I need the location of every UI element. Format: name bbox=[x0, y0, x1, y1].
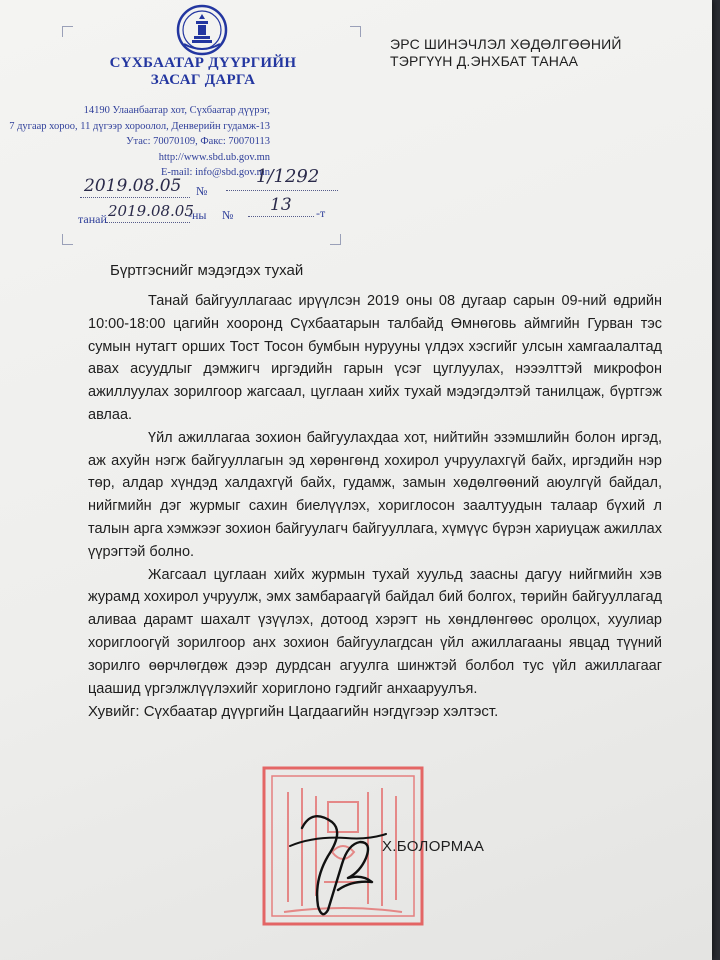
phone-fax: Утас: 70070109, Факс: 70070113 bbox=[126, 136, 270, 147]
date-underline bbox=[80, 197, 190, 198]
yours-number-suffix: -т bbox=[316, 206, 326, 220]
organization-title-line-2: ЗАСАГ ДАРГА bbox=[150, 72, 256, 88]
yours-label: танай bbox=[78, 212, 107, 226]
registration-corner-mark bbox=[62, 234, 73, 245]
state-emblem-icon bbox=[174, 4, 230, 56]
website: http://www.sbd.ub.gov.mn bbox=[158, 151, 270, 163]
number-underline bbox=[226, 190, 338, 191]
signer-name: Х.БОЛОРМАА bbox=[382, 838, 485, 855]
yours-date-suffix: -ны bbox=[188, 208, 207, 222]
addressee-line-1: ЭРС ШИНЭЧЛЭЛ ХӨДӨЛГӨӨНИЙ bbox=[390, 36, 622, 52]
registration-corner-mark bbox=[62, 26, 73, 37]
letter-subject: Бүртгэснийг мэдэгдэх тухай bbox=[110, 262, 304, 279]
registration-corner-mark bbox=[330, 234, 341, 245]
addressee-line-2: ТЭРГҮҮН Д.ЭНХБАТ ТАНАА bbox=[390, 53, 579, 69]
registration-corner-mark bbox=[350, 26, 361, 37]
number-label: № bbox=[196, 184, 208, 198]
your-letter-date: 2019.08.05 bbox=[108, 202, 194, 220]
your-number-underline bbox=[248, 216, 314, 217]
copy-to-line: Хувийг: Сүхбаатар дүүргийн Цагдаагийн нэгдүгээр хэлтэст. bbox=[88, 703, 499, 720]
organization-title bbox=[108, 55, 298, 89]
address-line: 7 дугаар хороо, 11 дүгээр хороолол, Денверийн гудамж-13 bbox=[9, 120, 270, 132]
addressee-block bbox=[390, 36, 622, 70]
address-line: 14190 Улаанбаатар хот, Сүхбаатар дүүрэг, bbox=[83, 105, 270, 116]
yours-number-label: № bbox=[222, 208, 234, 222]
your-letter-number: 13 bbox=[270, 195, 292, 215]
your-date-underline bbox=[106, 222, 190, 223]
body-paragraph: Үйл ажиллагаа зохион байгуулахдаа хот, нийтийн эзэмшлийн болон иргэд, аж ахуйн нэгж байгууллагын эд хөрөнгөнд хохирол учруулахгүй байх, иргэдийн нэр төр, алдар хүндэд халдахгүй байх, гудамж, замын хөдөлгөөний аюулгүй байдал, нийгмийн дэг журмыг сахин биелүүлэх, хориглосон заалтуудын талаар бүхий л талын арга хэмжээг зохион байгуулагч байгууллага, хүмүүс бүрэн хариуцаж ажиллах үүрэгтэй болно. bbox=[88, 429, 662, 560]
body-paragraph: Танай байгууллагаас ирүүлсэн 2019 оны 08 дугаар сарын 09-ний өдрийн 10:00-18:00 цагийн хооронд Сүхбаатарын талбайд Өмнөговь аймгийн Гурван тэс сумын нутагт орших Тост Тосон бумбын нурууны үлдэх хэсгийг улсын хамгаалалтад авах асуудлыг дэмжигч иргэдийн гарын үсэг цуглуулах, нэээлттэй микрофон ажиллуулах зорилгоор жагсаал, цуглаан хийх тухай мэдэгдэлтэй танилцаж, бүртгэж авлаа. bbox=[88, 293, 662, 423]
organization-address bbox=[9, 103, 270, 181]
email: E-mail: info@sbd.gov.mn bbox=[160, 167, 270, 178]
letter-body bbox=[88, 290, 662, 700]
letter-number: 1/1292 bbox=[256, 166, 320, 187]
signature bbox=[282, 798, 392, 918]
organization-title-line-1: СҮХБААТАР ДҮҮРГИЙН bbox=[109, 55, 297, 71]
body-paragraph: Жагсаал цуглаан хийх журмын тухай хуульд заасны дагуу нийгмийн хэв журамд хохирол учруулж, эмх замбараагүй байдал бий болгох, төрийн байгууллагад аливаа дарамт шахалт үзүүлэх, дотоод хэрэгт нь хөндлөнгөөс оролцох, хуулиар хориглоогүй зорилгоор анх зохион байгуулагдсан үйл ажиллагааны явцад түүний зорилго өөрчлөгдөж дээр дурдсан агуулга шинжтэй болбол тус үйл ажиллагааг цаашид үргэлжлүүлэхийг хориглоно гэдгийг анхааруулъя. bbox=[88, 566, 662, 697]
letter-date: 2019.08.05 bbox=[84, 176, 182, 196]
